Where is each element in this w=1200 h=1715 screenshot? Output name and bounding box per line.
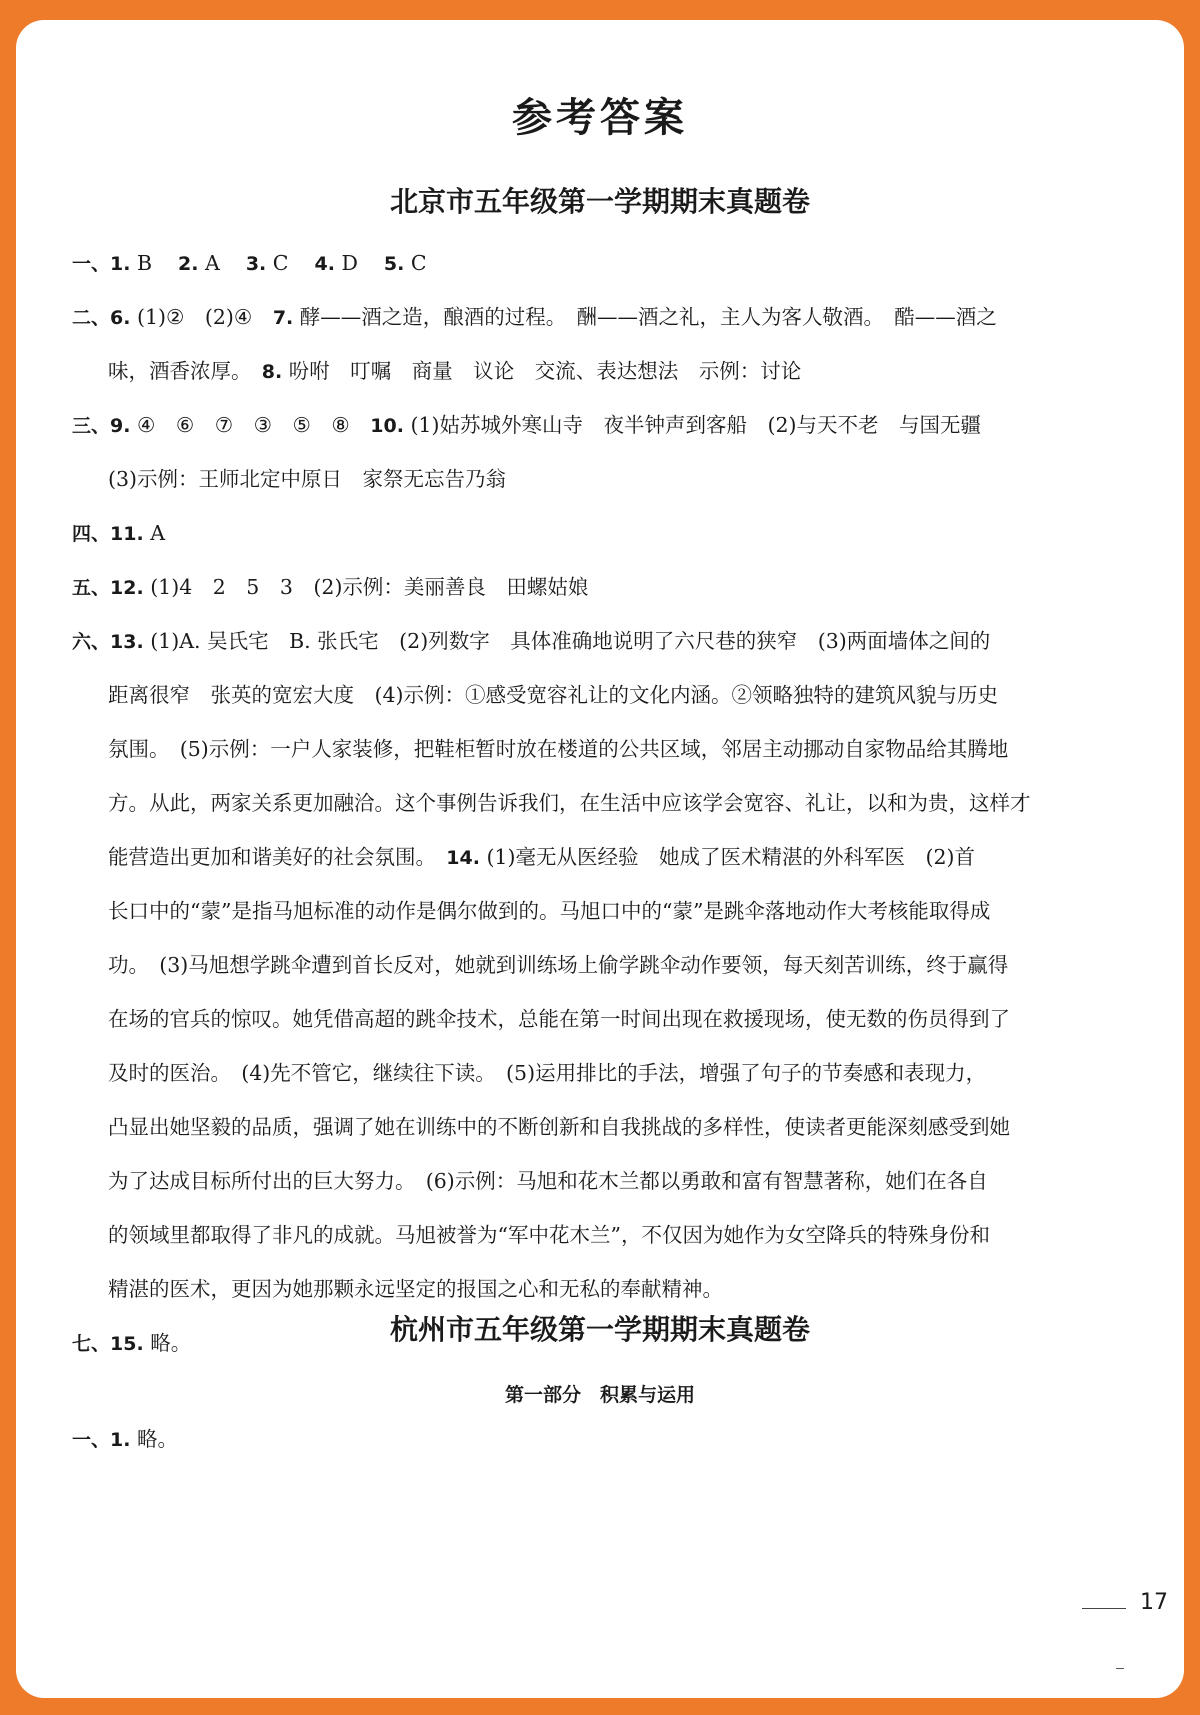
answer-line: [72, 722, 1134, 776]
question-number: 5.: [383, 253, 405, 275]
answer-text: 略。: [143, 1331, 192, 1355]
answer-text: 酵——酒之造，酿酒的过程。 酬——酒之礼，主人为客人敬酒。 酷——酒之: [293, 305, 997, 329]
section-body-hangzhou: [72, 1412, 1134, 1466]
page-title: 参考答案: [512, 95, 688, 141]
part-title: 第一部分 积累与运用: [504, 1384, 695, 1406]
answer-text: (1)4 2 5 3 (2)示例：美丽善良 田螺姑娘: [143, 575, 589, 599]
question-number: 14.: [446, 847, 480, 869]
question-number: 一、1.: [72, 253, 131, 275]
answer-text: 味，酒香浓厚。: [108, 359, 262, 383]
page-number-dash: [1082, 1608, 1126, 1609]
page-number: 17: [1140, 1590, 1168, 1615]
question-number: 2.: [178, 253, 199, 275]
answer-text: 凸显出她坚毅的品质，强调了她在训练中的不断创新和自我挑战的多样性，使读者更能深刻感受到她: [108, 1115, 1010, 1139]
question-number: 3.: [245, 253, 267, 275]
section-title-beijing: 北京市五年级第一学期期末真题卷: [389, 185, 810, 218]
answer-text: A: [143, 521, 165, 545]
answer-page: [16, 20, 1184, 1698]
answer-text: (1)毫无从医经验 她成了医术精湛的外科军医 (2)首: [479, 845, 976, 869]
answer-line: [72, 344, 1134, 398]
answer-line: [72, 776, 1134, 830]
question-number: 一、1.: [72, 1429, 131, 1451]
question-number: 三、9.: [72, 415, 131, 437]
question-number: 六、13.: [72, 631, 144, 653]
corner-mark: [1116, 1668, 1124, 1669]
answer-text: 吩咐 叮嘱 商量 议论 交流、表达想法 示例：讨论: [282, 359, 802, 383]
answer-text: 及时的医治。 (4)先不管它，继续往下读。 (5)运用排比的手法，增强了句子的节奏感和表现力，: [108, 1061, 987, 1085]
answer-line: [72, 1412, 1134, 1466]
answer-text: B: [130, 251, 153, 275]
answer-line: [72, 236, 1134, 290]
question-number: 七、15.: [72, 1333, 144, 1355]
answer-line: [72, 1100, 1134, 1154]
question-number: 五、12.: [72, 577, 144, 599]
question-number: 7.: [272, 307, 294, 329]
answer-text: 略。: [130, 1427, 178, 1451]
answer-text: 为了达成目标所付出的巨大努力。 (6)示例：马旭和花木兰都以勇敢和富有智慧著称，她们在各自: [108, 1169, 988, 1193]
answer-line: [72, 452, 1134, 506]
question-number: 4.: [314, 253, 335, 275]
answer-text: A: [198, 251, 220, 275]
answer-text: C: [266, 251, 289, 275]
answer-line: [72, 614, 1134, 668]
answer-line: [72, 830, 1134, 884]
answer-line: [72, 1154, 1134, 1208]
answer-text: 距离很窄 张英的宽宏大度 (4)示例：①感受宽容礼让的文化内涵。②领略独特的建筑风貌与历史: [108, 683, 999, 707]
answer-text: 功。 (3)马旭想学跳伞遭到首长反对，她就到训练场上偷学跳伞动作要领，每天刻苦训练，终于赢得: [108, 953, 1009, 977]
answer-line: [72, 992, 1134, 1046]
answer-text: 方。从此，两家关系更加融洽。这个事例告诉我们，在生活中应该学会宽容、礼让，以和为贵，这样才: [108, 791, 1031, 815]
question-number: 8.: [261, 361, 283, 383]
answer-text: 长口中的“蒙”是指马旭标准的动作是偶尔做到的。马旭口中的“蒙”是跳伞落地动作大考核能取得成: [108, 899, 991, 923]
question-number: 四、11.: [72, 523, 144, 545]
answer-text: 能营造出更加和谐美好的社会氛围。: [108, 845, 447, 869]
answer-text: (1)② (2)④: [130, 305, 273, 329]
answer-line: [72, 398, 1134, 452]
answer-text: (1)A. 吴氏宅 B. 张氏宅 (2)列数字 具体准确地说明了六尺巷的狭窄 (3)两面墙体之间的: [143, 629, 991, 653]
section-title-hangzhou: 杭州市五年级第一学期期末真题卷: [389, 1313, 810, 1346]
answer-text: 的领域里都取得了非凡的成就。马旭被誉为“军中花木兰”，不仅因为她作为女空降兵的特殊身份和: [108, 1223, 990, 1247]
answer-text: D: [334, 251, 358, 275]
answer-text: C: [404, 251, 427, 275]
answer-text: (1)姑苏城外寒山寺 夜半钟声到客船 (2)与天不老 与国无疆: [403, 413, 982, 437]
answer-line: [72, 1208, 1134, 1262]
answer-line: [72, 884, 1134, 938]
answer-text: 在场的官兵的惊叹。她凭借高超的跳伞技术，总能在第一时间出现在救援现场，使无数的伤员得到了: [108, 1007, 1010, 1031]
question-number: 10.: [370, 415, 404, 437]
answer-line: [72, 668, 1134, 722]
answer-line: [72, 938, 1134, 992]
question-number: 二、6.: [72, 307, 131, 329]
answer-text: ④ ⑥ ⑦ ③ ⑤ ⑧: [130, 413, 371, 437]
answer-text: 氛围。 (5)示例：一户人家装修，把鞋柜暂时放在楼道的公共区域，邻居主动挪动自家物品给其腾地: [108, 737, 1009, 761]
section-body-beijing: [72, 236, 1134, 1370]
answer-line: [72, 506, 1134, 560]
answer-line: [72, 290, 1134, 344]
answer-line: [72, 1046, 1134, 1100]
answer-text: 精湛的医术，更因为她那颗永远坚定的报国之心和无私的奉献精神。: [108, 1277, 723, 1301]
answer-line: [72, 560, 1134, 614]
answer-text: (3)示例：王师北定中原日 家祭无忘告乃翁: [108, 467, 507, 491]
